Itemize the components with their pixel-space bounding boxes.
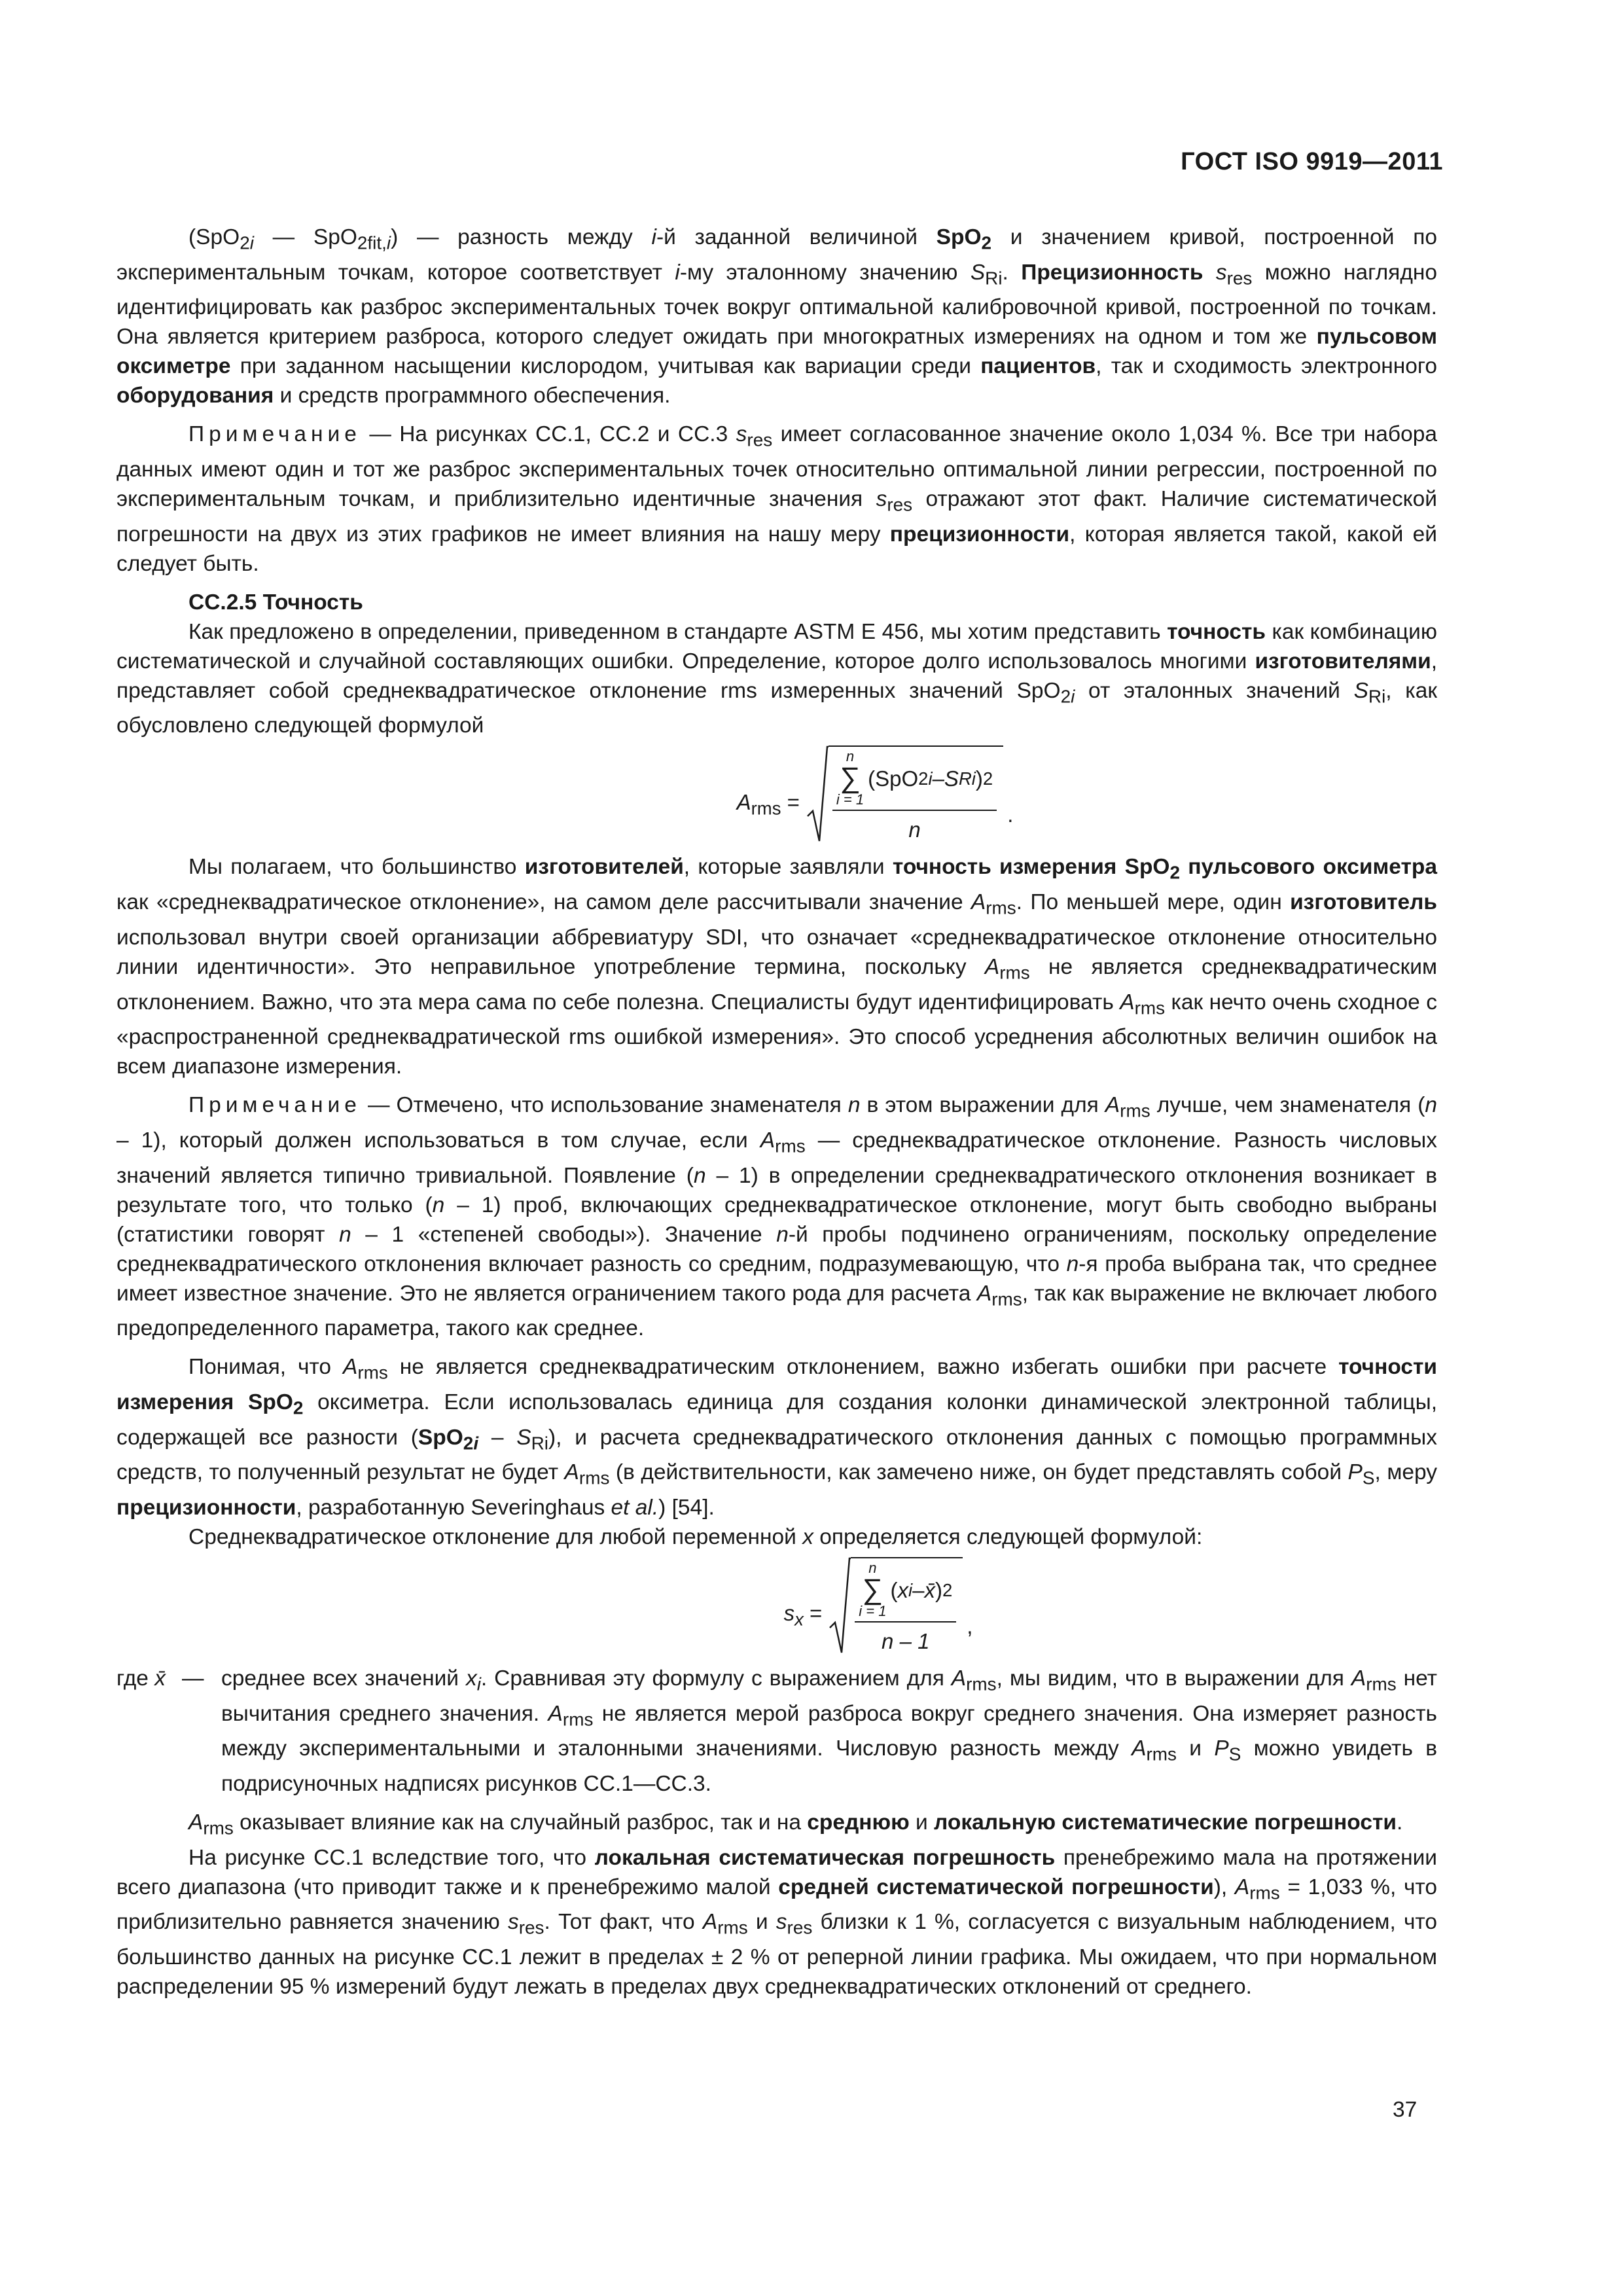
formula-sx: $s_x$ = n ∑ i = 1 ( x i – x̄ ) 2 n – 1 , bbox=[319, 1557, 1437, 1656]
paragraph-manufacturers: Мы полагаем, что большинство изготовителей, которые заявляли точность измерения SpO$_2$ пульсового оксиметра как «среднеквадратическое отклонение», на самом деле рассчитывали значение $A_{rms}$. По меньшей мере, один изготовитель использовал внутри своей организации аббревиатуру SDI, что означает «среднеквадратическое отклонение относительно линии идентичности». Это неправильное употребление термина, поскольку $A_{rms}$ не является среднеквадратическим отклонением. Важно, что эта мера сама по себе полезна. Специалисты будут идентифицировать $A_{rms}$ как нечто очень сходное с «распространенной среднеквадратической rms ошибкой измерения». Это способ усреднения абсолютных величин ошибок на всем диапазоне измерения. bbox=[116, 855, 1438, 1079]
page-number: 37 bbox=[1393, 2098, 1418, 2122]
note-2: Примечание — Отмечено, что использование знаменателя n в этом выражении для $A_{rms}$ лучше, чем знаменателя (n – 1), который должен использоваться в том случае, если $A_{rms}$ — среднеквадратическое отклонение. Разность числовых значений является типично тривиальной. Появление (n – 1) в определении среднеквадратического отклонения возникает в результате того, что только (n – 1) проб, включающих среднеквадратическое отклонение, могут быть свободно выбраны (статистики говорят n – 1 «степеней свободы»). Значение n-й пробы подчинено ограничениям, поскольку определение среднеквадратического отклонения включает разность со средним, подразумевающую, что n-я проба выбрана так, что среднее имеет известное значение. Это не является ограничением такого рода для расчета $A_{rms}$, так как выражение не включает любого предопределенного параметра, такого как среднее. bbox=[116, 1093, 1438, 1341]
radical-sign: n ∑ i = 1 ( x i – x̄ ) 2 n – 1 bbox=[829, 1557, 963, 1656]
formula-arms: $A_{rms}$ = n ∑ i = 1 (SpO 2 i – S Ri ) 2 n . bbox=[313, 745, 1437, 844]
radical-sign: n ∑ i = 1 (SpO 2 i – S Ri ) 2 n bbox=[806, 745, 1003, 844]
standard-header: ГОСТ ISO 9919—2011 bbox=[1181, 148, 1443, 175]
paragraph-accuracy-definition: Как предложено в определении, приведенном в стандарте ASTM E 456, мы хотим представить точность как комбинацию систематической и случайной составляющих ошибки. Определение, которое долго использовалось многими изготовителями, представляет собой среднеквадратическое отклонение rms измеренных значений SpO$_{2i}$ от эталонных значений $S_{Ri}$, как обусловлено следующей формулой bbox=[116, 619, 1438, 738]
paragraph-figure-cc1: На рисунке СС.1 вследствие того, что локальная систематическая погрешность пренебрежимо мала на протяжении всего диапазона (что приводит также и к пренебрежимо малой средней систематической погрешности), $A_{rms} = 1,033$ %, что приблизительно равняется значению $s_{res}$. Тот факт, что $A_{rms}$ и $s_{res}$ близки к 1 %, согласуется с визуальным наблюдением, что большинство данных на рисунке СС.1 лежит в пределах ± 2 % от реперной линии графика. Мы ожидаем, что при нормальном распределении 95 % измерений будут лежать в пределах двух среднеквадратических отклонений от среднего. bbox=[116, 1845, 1438, 2000]
paragraph-precision: (SpO$_{2i}$ — SpO$_{2fit,i}$) — разность между i-й заданной величиной SpO$_2$ и значением кривой, построенной по экспериментальным точкам, которое соответствует i-му эталонному значению $S_{Ri}$. Прецизионность $s_{res}$ можно наглядно идентифицировать как разброс экспериментальных точек вокруг оптимальной калибровочной кривой, построенной по точкам. Она является критерием разброса, которого следует ожидать при многократных измерениях на одном и том же пульсовом оксиметре при заданном насыщении кислородом, учитывая как вариации среди пациентов, так и сходимость электронного оборудования и средств программного обеспечения. bbox=[116, 225, 1437, 408]
document-body bbox=[116, 223, 1437, 2001]
paragraph-sd-formula-intro: Среднеквадратическое отклонение для любой переменной x определяется следующей формулой: bbox=[188, 1525, 1203, 1549]
paragraph-arms-not-sd: Понимая, что $A_{rms}$ не является среднеквадратическим отклонением, важно избегать ошибки при расчете точности измерения SpO$_2$ оксиметра. Если использовалась единица для создания колонки динамической электронной таблицы, содержащей все разности $(SpO_{2i} - S_{Ri})$, и расчета среднеквадратического отклонения данных с помощью программных средств, то полученный результат не будет $A_{rms}$ (в действительности, как замечено ниже, он будет представлять собой $P_S$, меру прецизионности, разработанную Severinghaus et al.) [54]. bbox=[116, 1355, 1438, 1520]
section-heading: СС.2.5 Точность bbox=[188, 590, 363, 615]
paragraph-arms-influence: $A_{rms}$ оказывает влияние как на случайный разброс, так и на среднюю и локальную систематические погрешности. bbox=[188, 1810, 1403, 1839]
note-1: Примечание — На рисунках СС.1, СС.2 и СС.3 $s_{res}$ имеет согласованное значение около 1,034 %. Все три набора данных имеют один и тот же разброс экспериментальных точек относительно оптимальной линии регрессии, построенной по экспериментальным точкам, и приблизительно идентичные значения $s_{res}$ отражают этот факт. Наличие систематической погрешности на двух из этих графиков не имеет влияния на нашу меру прецизионности, которая является такой, какой ей следует быть. bbox=[116, 422, 1437, 576]
where-clause: где x̄ — среднее всех значений $x_i$. Сравнивая эту формулу с выражением для $A_{rms}$, мы видим, что в выражении для $A_{rms}$ нет вычитания среднего значения. $A_{rms}$ не является мерой разброса вокруг среднего значения. Она измеряет разность между экспериментальными и эталонными значениями. Числовую разность между $A_{rms}$ и $P_S$ можно увидеть в подрисуночных надписях рисунков СС.1—СС.3. bbox=[116, 1666, 1438, 1797]
